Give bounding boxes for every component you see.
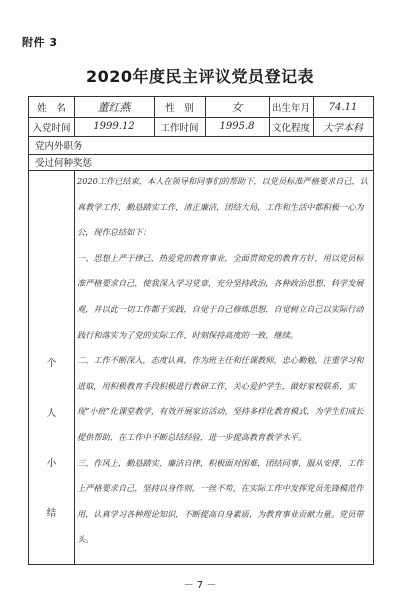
registration-form-table <box>28 96 374 565</box>
table-rule <box>74 170 75 564</box>
awards-label: 受过何种奖惩 <box>35 158 93 169</box>
name-label: 姓 名 <box>37 103 66 114</box>
summary-side-char: 小 <box>46 458 57 469</box>
summary-paragraph: 2020工作已结束，本人在领导和同事们的帮助下，以党员标准严格要求自己，认真教学工作，勤恳踏实工作，清正廉洁，团结大局，工作和生活中都积极一心为公，现作总结如下： <box>77 176 369 238</box>
name-value: 董红燕 <box>97 101 131 114</box>
join-party-date-value: 1999.12 <box>93 121 135 132</box>
education-label: 文化程度 <box>271 122 310 134</box>
education-value: 大学本科 <box>323 123 363 134</box>
page-number: － 7 － <box>183 580 217 591</box>
summary-paragraph: 一、思想上严于律己，热爱党的教育事业，全面贯彻党的教育方针，用以党员标准严格要求自己，使我深入学习党章，充分坚持政治，各种政治思想、科学发展观，并以此一切工作都于实践，自觉于自己修炼思想，自觉树立自己以实际行动践行和落实为了党的实际工作，时刻保持高度的一致，继续。 <box>77 252 364 340</box>
page-title: 2020年度民主评议党员登记表 <box>85 67 315 86</box>
gender-label: 性 别 <box>165 103 194 114</box>
awards-row <box>29 154 373 170</box>
join-party-date-label: 入党时间 <box>32 122 71 134</box>
personal-summary-text <box>77 169 369 561</box>
birth-date-value: 74.11 <box>328 101 358 113</box>
summary-paragraph: 三、作风上，勤恳踏实，廉洁自律，积极面对困难，团结同事，服从安排，工作上严格要求自己，坚持以身作则，一丝不苟，在实际工作中发挥党员先锋模范作用，认真学习各种理论知识，不断提高自身素质，为教育事业贡献力量。党员带头。 <box>77 457 364 545</box>
party-positions-label: 党内外职务 <box>35 141 83 152</box>
attachment-label: 附件 3 <box>22 36 58 49</box>
summary-side-char: 人 <box>46 408 57 419</box>
work-start-label: 工作时间 <box>160 122 199 134</box>
summary-side-char: 个 <box>46 358 57 369</box>
summary-side-label <box>29 337 74 537</box>
summary-side-char: 结 <box>46 508 57 519</box>
gender-value: 女 <box>231 101 243 114</box>
birth-date-label: 出生年月 <box>271 103 310 114</box>
work-start-value: 1995.8 <box>219 121 255 132</box>
summary-paragraph: 二、工作不断深入，态度认真，作为班主任和任课教师，忠心勤勉，注重学习和进取，用积极教育手段积极进行教研工作，关心爱护学生，做好家校联系，实现“小班”化课堂教学，有效开展家访活动，坚持多样化教育模式，为学生们成长提供帮助，在工作中不断总结经验，进一步提高教育教学水平。 <box>77 355 364 442</box>
party-positions-row <box>29 136 373 154</box>
